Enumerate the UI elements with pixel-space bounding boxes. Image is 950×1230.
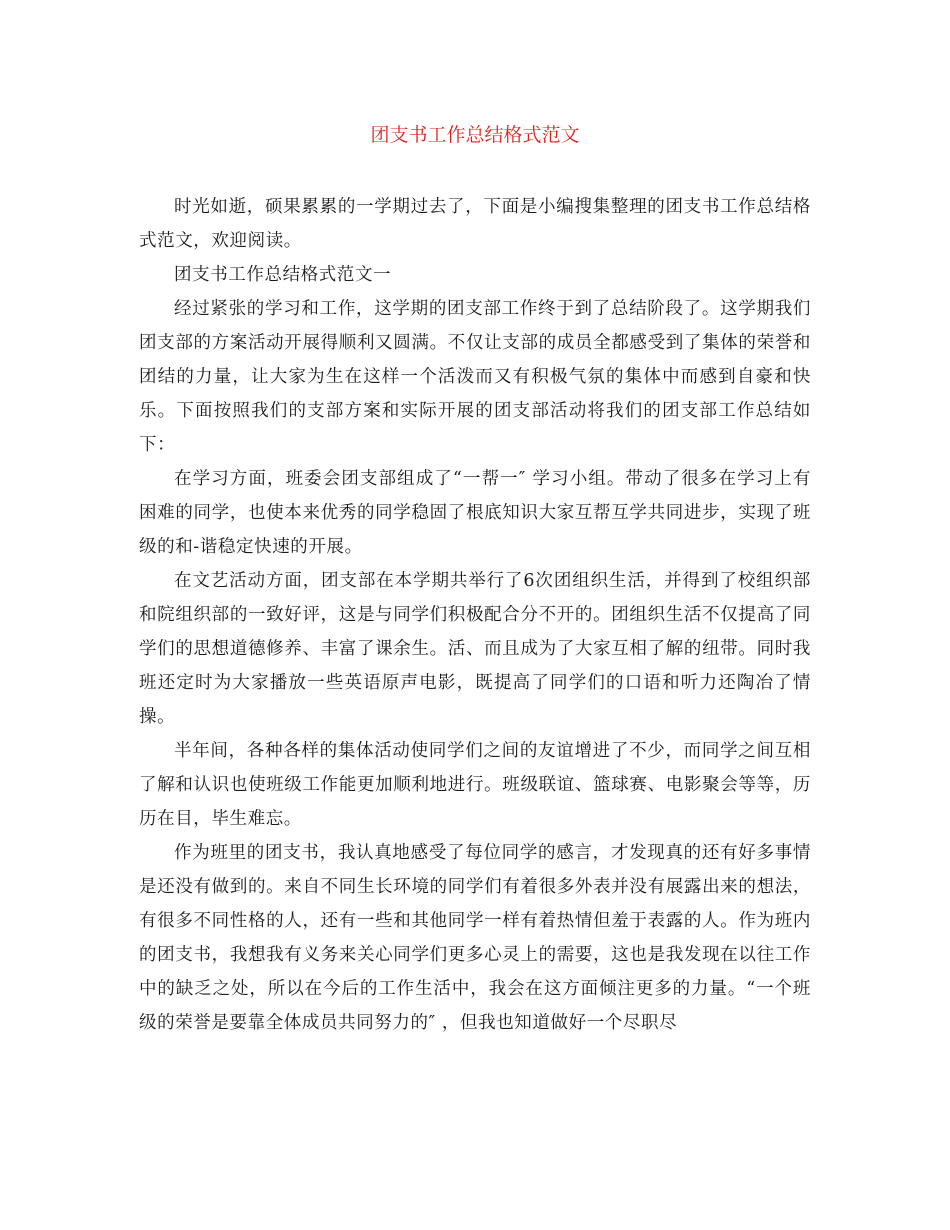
paragraph-intro: 时光如逝，硕果累累的一学期过去了，下面是小编搜集整理的团支书工作总结格式范文，欢迎阅读。	[139, 197, 811, 251]
paragraph-overview: 经过紧张的学习和工作，这学期的团支部工作终于到了总结阶段了。这学期我们团支部的方案活动开展得顺利又圆满。不仅让支部的成员全都感受到了集体的荣誉和团结的力量，让大家为生在这样一个活泼而又有积极气氛的集体中而感到自豪和快乐。下面按照我们的支部方案和实际开展的团支部活动将我们的团支部工作总结如下：	[139, 299, 811, 455]
document-body	[139, 190, 811, 1040]
section-heading: 团支书工作总结格式范文一	[174, 265, 392, 285]
paragraph-friendship: 半年间，各种各样的集体活动使同学们之间的友谊增进了不少，而同学之间互相了解和认识也使班级工作能更加顺利地进行。班级联谊、篮球赛、电影聚会等等，历历在目，毕生难忘。	[139, 741, 811, 829]
paragraph-reflection: 作为班里的团支书，我认真地感受了每位同学的感言，才发现真的还有好多事情是还没有做到的。来自不同生长环境的同学们有着很多外表并没有展露出来的想法，有很多不同性格的人，还有一些和其他同学一样有着热情但羞于表露的人。作为班内的团支书，我想我有义务来关心同学们更多心灵上的需要，这也是我发现在以往工作中的缺乏之处，所以在今后的工作生活中，我会在这方面倾注更多的力量。“一个班级的荣誉是要靠全体成员共同努力的″ ，但我也知道做好一个尽职尽	[139, 843, 811, 1033]
paragraph-activities: 在文艺活动方面，团支部在本学期共举行了6次团组织生活，并得到了校组织部和院组织部的一致好评，这是与同学们积极配合分不开的。团组织生活不仅提高了同学们的思想道德修养、丰富了课余生。活、而且成为了大家互相了解的纽带。同时我班还定时为大家播放一些英语原声电影，既提高了同学们的口语和听力还陶冶了情操。	[139, 571, 811, 727]
document-title: 团支书工作总结格式范文	[370, 124, 580, 146]
paragraph-study: 在学习方面，班委会团支部组成了“一帮一″ 学习小组。带动了很多在学习上有困难的同学，也使本来优秀的同学稳固了根底知识大家互帮互学共同进步，实现了班级的和-谐稳定快速的开展。	[139, 469, 811, 557]
